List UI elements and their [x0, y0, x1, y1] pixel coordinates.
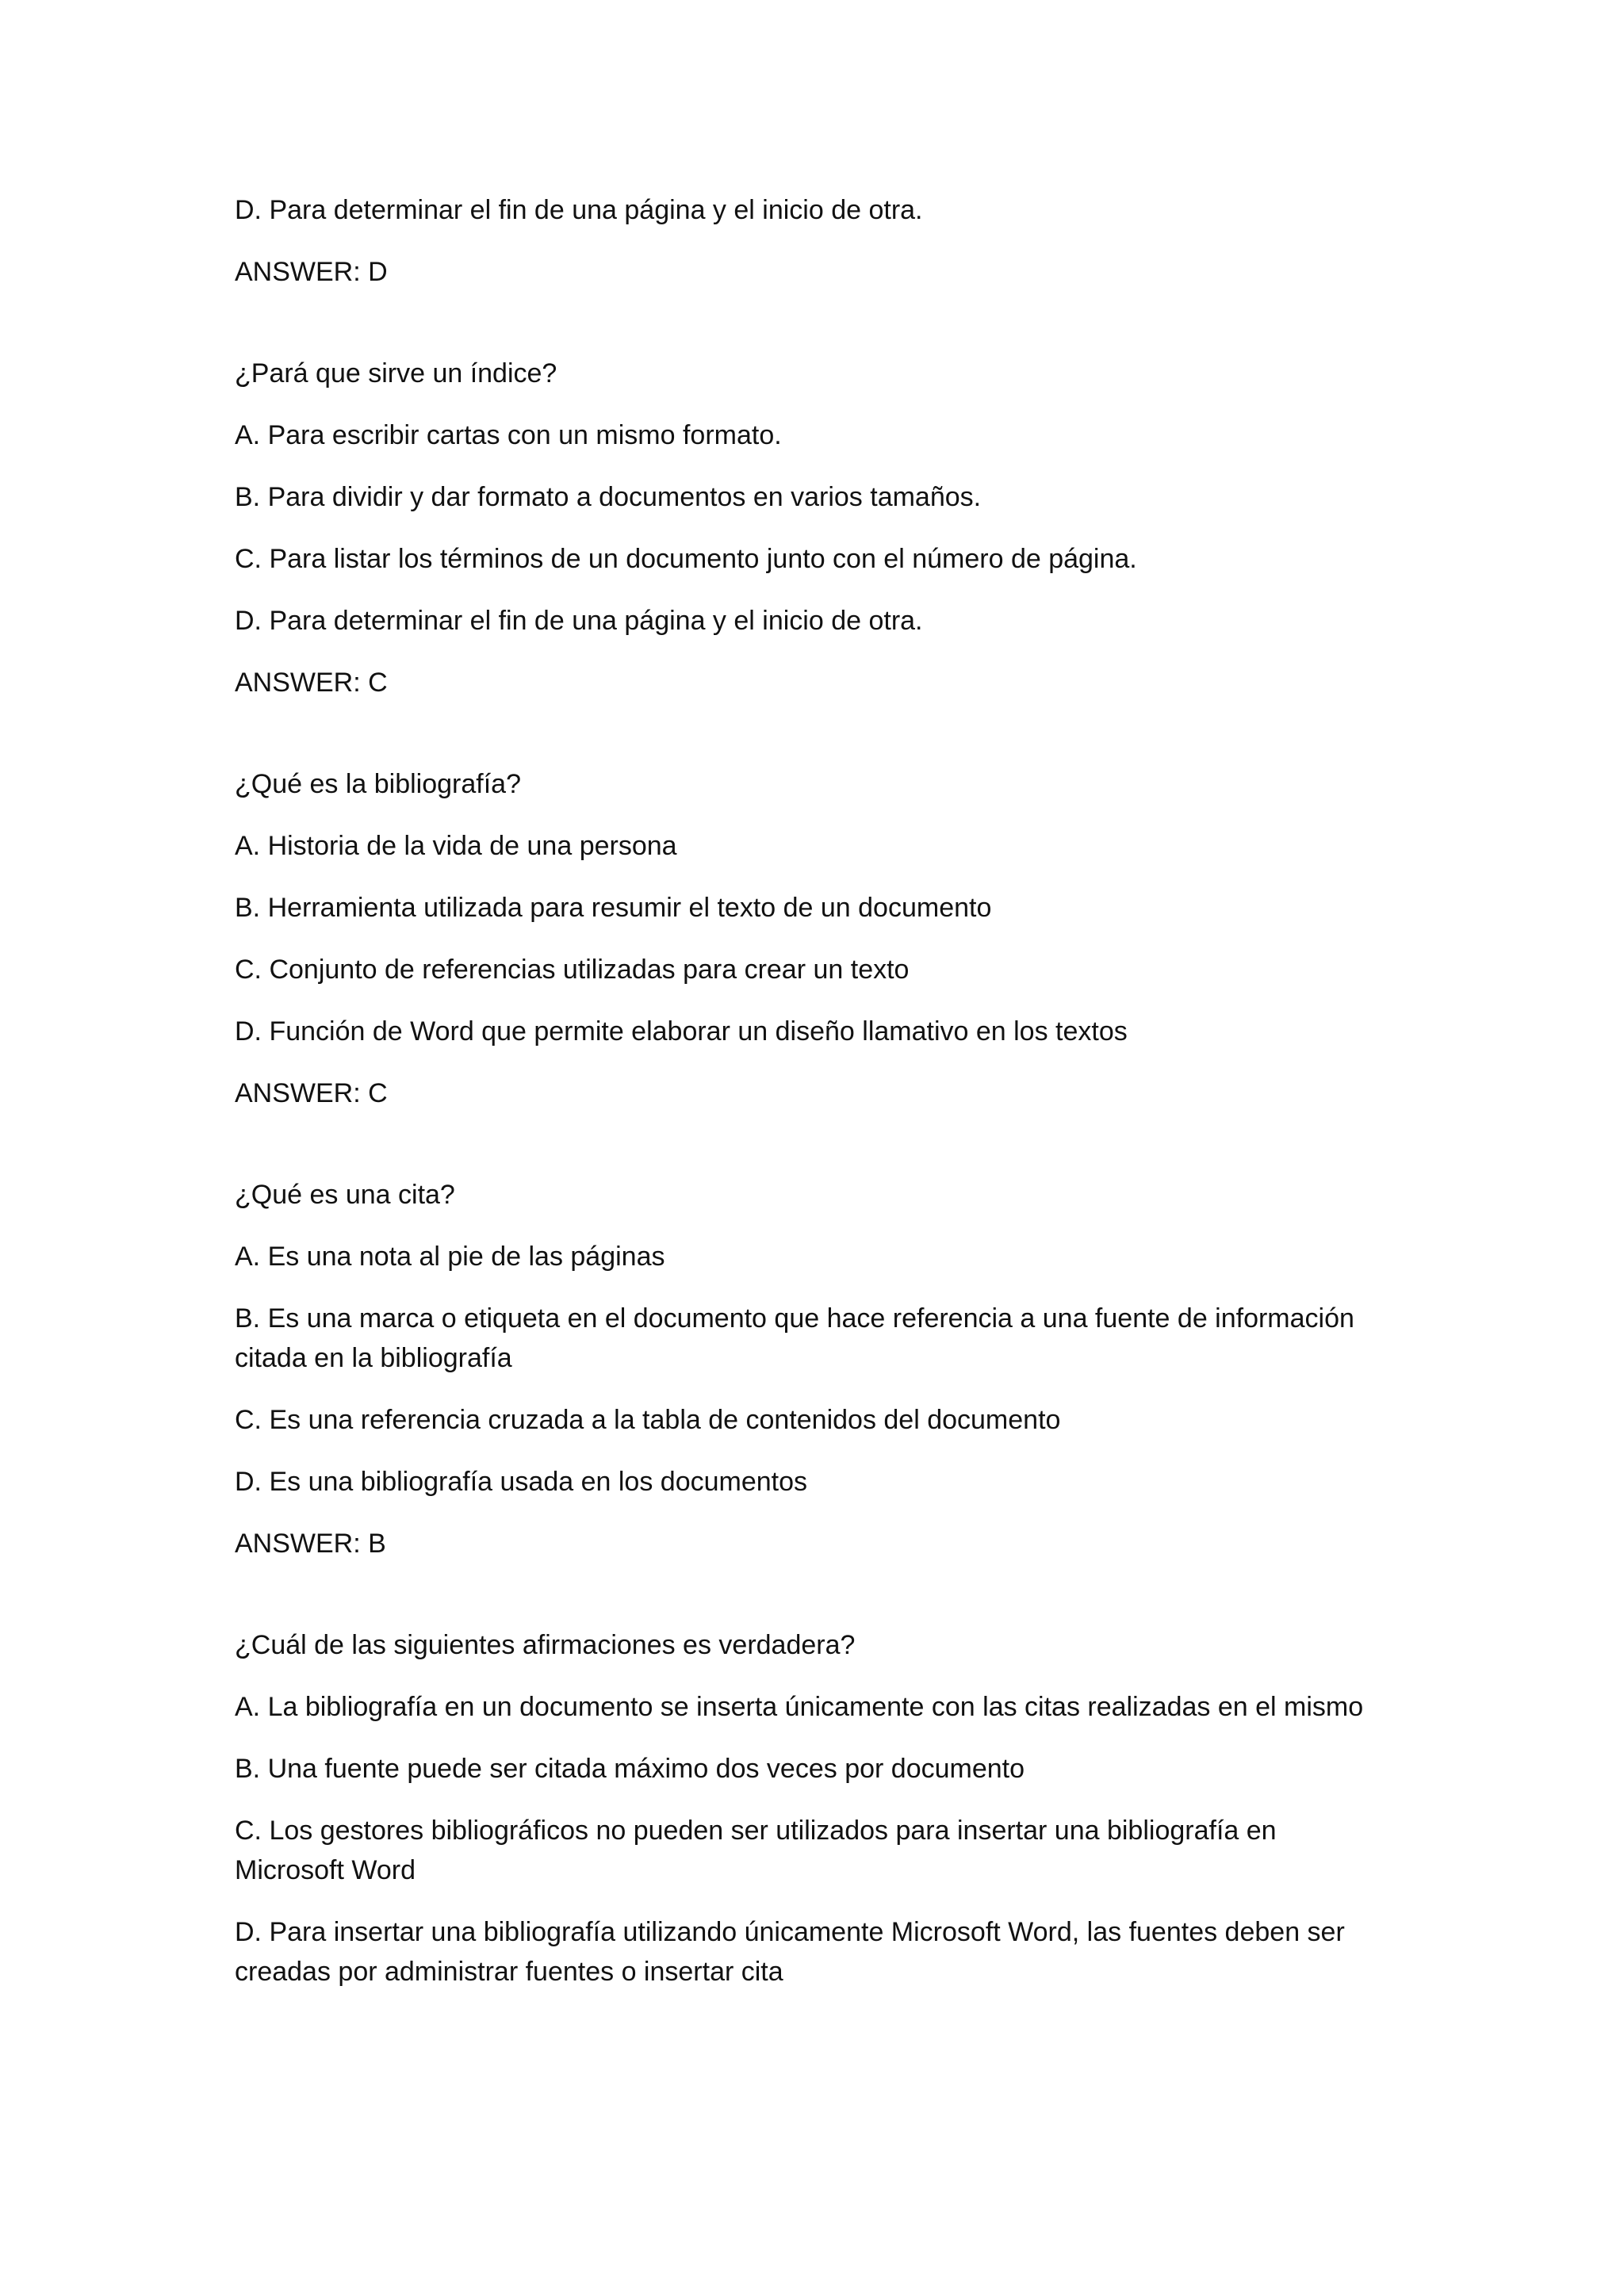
option-line: D. Función de Word que permite elaborar un diseño llamativo en los textos — [235, 1016, 1128, 1047]
option-line: D. Para insertar una bibliografía utilizando únicamente Microsoft Word, las fuentes deben ser creadas por administrar fuentes o insertar cita — [235, 1917, 1345, 1987]
answer-line: ANSWER: B — [235, 1529, 386, 1559]
option-line: C. Conjunto de referencias utilizadas para crear un texto — [235, 955, 910, 985]
option-line: C. Los gestores bibliográficos no pueden ser utilizados para insertar una bibliografía en Microsoft Word — [235, 1816, 1277, 1885]
answer-line: ANSWER: D — [235, 257, 388, 287]
answer-line: ANSWER: C — [235, 1078, 388, 1108]
question-line: ¿Pará que sirve un índice? — [235, 358, 557, 388]
option-line: B. Una fuente puede ser citada máximo dos veces por documento — [235, 1754, 1025, 1784]
question-line: ¿Qué es una cita? — [235, 1180, 455, 1210]
option-line: A. Historia de la vida de una persona — [235, 831, 677, 861]
answer-line: ANSWER: C — [235, 668, 388, 698]
document-body — [235, 190, 1392, 2014]
option-line: B. Herramienta utilizada para resumir el texto de un documento — [235, 893, 992, 923]
option-line: D. Para determinar el fin de una página y el inicio de otra. — [235, 606, 923, 636]
option-line: D. Es una bibliografía usada en los documentos — [235, 1467, 808, 1497]
option-line: A. La bibliografía en un documento se inserta únicamente con las citas realizadas en el mismo — [235, 1692, 1364, 1722]
option-line: B. Es una marca o etiqueta en el documento que hace referencia a una fuente de información citada en la bibliografía — [235, 1303, 1354, 1373]
option-line: A. Para escribir cartas con un mismo formato. — [235, 420, 782, 450]
option-line: C. Es una referencia cruzada a la tabla de contenidos del documento — [235, 1405, 1061, 1435]
option-line: C. Para listar los términos de un documento junto con el número de página. — [235, 544, 1137, 574]
option-line: A. Es una nota al pie de las páginas — [235, 1242, 665, 1272]
question-line: ¿Cuál de las siguientes afirmaciones es verdadera? — [235, 1630, 856, 1660]
option-line: B. Para dividir y dar formato a documentos en varios tamaños. — [235, 482, 982, 512]
question-line: ¿Qué es la bibliografía? — [235, 769, 521, 799]
option-line: D. Para determinar el fin de una página y el inicio de otra. — [235, 195, 923, 225]
